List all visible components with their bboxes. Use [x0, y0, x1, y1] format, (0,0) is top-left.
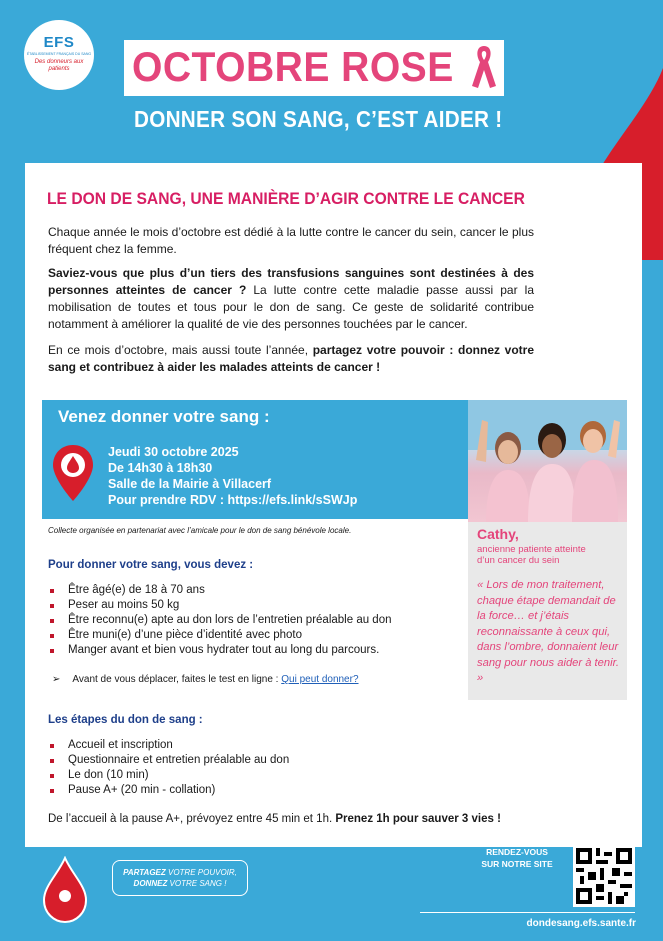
online-test-line — [52, 674, 359, 685]
testimonial-name: Cathy, — [477, 526, 519, 542]
rdv-line-2: SUR NOTRE SITE — [481, 859, 553, 869]
footer-site-link[interactable]: dondesang.efs.sante.fr — [526, 918, 636, 929]
online-test-text: Avant de vous déplacer, faites le test en ligne : — [72, 674, 282, 685]
list-item: Peser au moins 50 kg — [48, 598, 392, 613]
qr-code[interactable] — [573, 845, 635, 907]
slogan-rest-1: VOTRE POUVOIR, — [165, 868, 237, 877]
steps-list — [48, 738, 289, 798]
conditions-list — [48, 583, 392, 658]
event-heading: Venez donner votre sang : — [58, 407, 270, 426]
page-subtitle: DONNER SON SANG, C’EST AIDER ! — [134, 106, 503, 132]
conditions-heading: Pour donner votre sang, vous devez : — [48, 559, 254, 571]
event-time: De 14h30 à 18h30 — [108, 461, 213, 475]
event-place: Salle de la Mairie à Villacerf — [108, 477, 272, 491]
steps-summary-bold: Prenez 1h pour sauver 3 vies ! — [335, 813, 501, 825]
list-item: Pause A+ (20 min - collation) — [48, 783, 289, 798]
intro-p2-rest: La lutte contre cette maladie passe aussi par la mobilisation de toutes et tous pour le don de sang. Ce geste de solidarité contribue notamment à améliorer la qualité de vie des personnes touchées par le cancer. — [48, 283, 534, 331]
footer-divider — [420, 912, 635, 913]
footer-slogan-bubble — [112, 860, 248, 896]
slogan-bold-1: PARTAGEZ — [123, 868, 166, 877]
footer-blood-drop-icon — [40, 856, 90, 924]
efs-logo — [24, 20, 94, 90]
event-details — [108, 444, 357, 508]
rdv-line-1: RENDEZ-VOUS — [486, 847, 548, 857]
arrow-icon: ➢ — [52, 674, 61, 685]
steps-heading: Les étapes du don de sang : — [48, 714, 203, 726]
testimonial-panel — [468, 522, 627, 700]
list-item: Être muni(e) d’une pièce d’identité avec photo — [48, 628, 392, 643]
intro-p3-bold: partagez votre pouvoir : donnez votre sang et contribuez à aider les malades atteints de cancer ! — [48, 343, 534, 374]
slogan-line-1 — [113, 867, 247, 878]
testimonial-role-line1: ancienne patiente atteinte — [477, 544, 586, 555]
logo-name: EFS — [43, 34, 75, 51]
list-item: Le don (10 min) — [48, 768, 289, 783]
women-photo — [468, 400, 627, 522]
logo-subtitle: ÉTABLISSEMENT FRANÇAIS DU SANG — [26, 52, 92, 56]
footer-rdv-text — [470, 846, 564, 870]
list-item: Être reconnu(e) apte au don lors de l’entretien préalable au don — [48, 613, 392, 628]
intro-paragraph-3 — [48, 342, 534, 376]
slogan-bold-2: DONNEZ — [133, 879, 168, 888]
testimonial-role — [477, 544, 586, 566]
intro-paragraph-1: Chaque année le mois d’octobre est dédié à la lutte contre le cancer du sein, cancer le plus fréquent chez la femme. — [48, 225, 534, 256]
qui-peut-donner-link[interactable]: Qui peut donner? — [281, 674, 359, 685]
steps-summary-start: De l’accueil à la pause A+, prévoyez entre 45 min et 1h. — [48, 813, 336, 825]
location-pin-icon — [51, 443, 95, 503]
list-item: Accueil et inscription — [48, 738, 289, 753]
event-date: Jeudi 30 octobre 2025 — [108, 445, 239, 459]
intro-paragraph-2 — [48, 265, 534, 333]
title-banner — [124, 40, 504, 96]
slogan-line-2 — [113, 878, 247, 889]
list-item: Questionnaire et entretien préalable au don — [48, 753, 289, 768]
event-box — [42, 400, 468, 519]
section-title: LE DON DE SANG, UNE MANIÈRE D’AGIR CONTRE LE CANCER — [47, 189, 525, 208]
event-rdv-link[interactable]: Pour prendre RDV : https://efs.link/sSWJp — [108, 493, 358, 507]
slogan-rest-2: VOTRE SANG ! — [167, 879, 227, 888]
logo-tagline: Des donneurs aux patients — [34, 59, 84, 72]
page-title: OCTOBRE ROSE — [132, 43, 454, 90]
list-item: Être âgé(e) de 18 à 70 ans — [48, 583, 392, 598]
intro-p3-start: En ce mois d’octobre, mais aussi toute l’année, — [48, 343, 313, 357]
testimonial-role-line2: d’un cancer du sein — [477, 555, 560, 566]
pink-ribbon-icon — [470, 42, 498, 92]
partner-note: Collecte organisée en partenariat avec l’amicale pour le don de sang bénévole locale. — [48, 526, 352, 535]
testimonial-quote: « Lors de mon traitement, chaque étape demandait de la force… et j’étais reconnaissante à ceux qui, dans l’ombre, donnaient leur sang pour nous aider à tenir. » — [477, 579, 620, 684]
list-item: Manger avant et bien vous hydrater tout au long du parcours. — [48, 643, 392, 658]
steps-summary — [48, 811, 608, 828]
intro-p2-bold: Saviez-vous que plus d’un tiers des transfusions sanguines sont destinées à des personnes atteintes de cancer ? — [48, 266, 534, 297]
